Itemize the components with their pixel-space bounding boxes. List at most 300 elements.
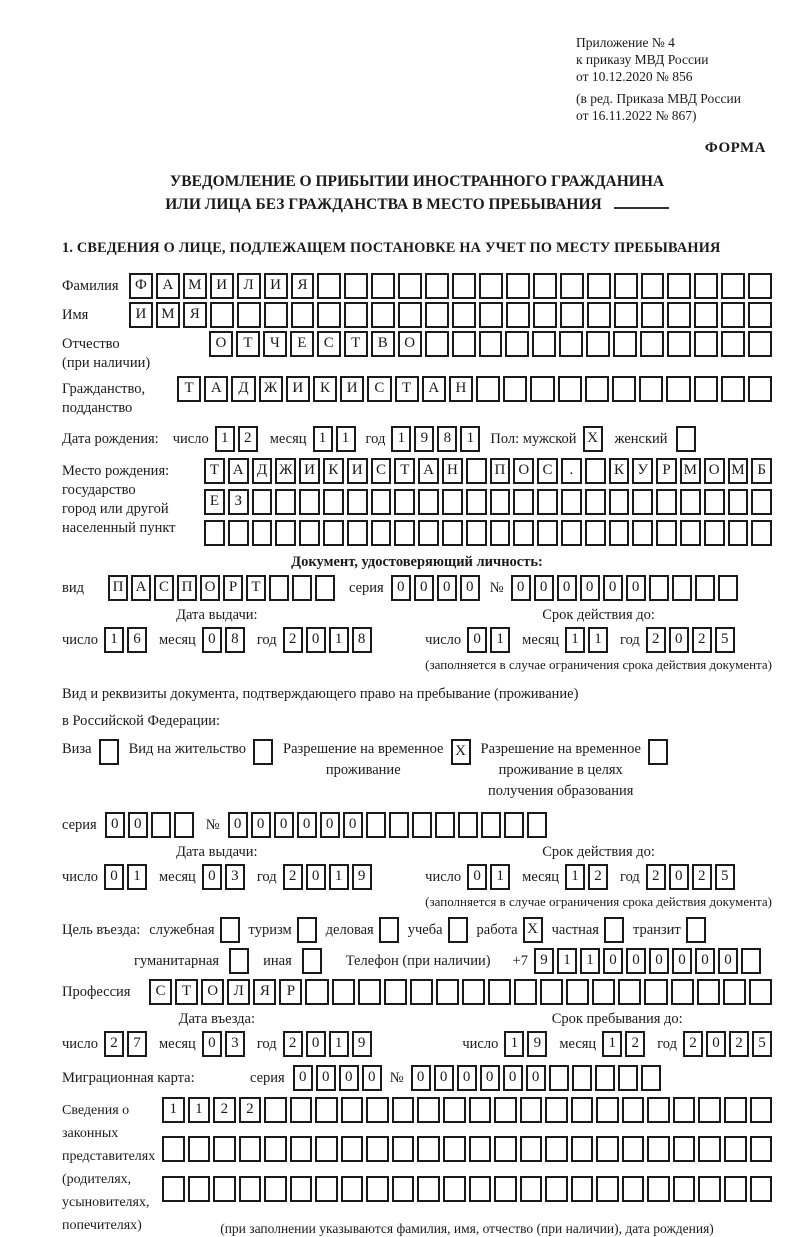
char-box[interactable]: Д bbox=[252, 458, 273, 484]
char-box[interactable]: П bbox=[177, 575, 197, 601]
char-box[interactable] bbox=[275, 520, 296, 546]
char-box[interactable] bbox=[229, 948, 249, 974]
char-box[interactable] bbox=[504, 812, 524, 838]
char-box[interactable]: А bbox=[418, 458, 439, 484]
char-box[interactable]: О bbox=[209, 331, 233, 357]
char-box[interactable]: 1 bbox=[391, 426, 411, 452]
char-box[interactable] bbox=[751, 520, 772, 546]
char-box[interactable] bbox=[435, 812, 455, 838]
char-box[interactable] bbox=[540, 979, 563, 1005]
char-box[interactable] bbox=[442, 520, 463, 546]
char-box[interactable] bbox=[750, 1176, 773, 1202]
char-box[interactable] bbox=[614, 273, 638, 299]
char-box[interactable] bbox=[728, 520, 749, 546]
char-box[interactable]: С bbox=[367, 376, 391, 402]
char-box[interactable] bbox=[290, 1136, 313, 1162]
char-box[interactable] bbox=[264, 1136, 287, 1162]
char-box[interactable] bbox=[371, 302, 395, 328]
char-box[interactable]: А bbox=[228, 458, 249, 484]
char-box[interactable]: 0 bbox=[411, 1065, 431, 1091]
char-box[interactable] bbox=[728, 489, 749, 515]
char-box[interactable] bbox=[514, 979, 537, 1005]
char-box[interactable]: 3 bbox=[225, 1031, 245, 1057]
char-box[interactable] bbox=[648, 739, 668, 765]
char-box[interactable] bbox=[466, 489, 487, 515]
char-box[interactable]: Т bbox=[246, 575, 266, 601]
char-box[interactable] bbox=[724, 1097, 747, 1123]
char-box[interactable]: 9 bbox=[527, 1031, 547, 1057]
char-box[interactable] bbox=[513, 489, 534, 515]
char-box[interactable]: 1 bbox=[162, 1097, 185, 1123]
char-box[interactable] bbox=[632, 489, 653, 515]
char-box[interactable] bbox=[269, 575, 289, 601]
char-box[interactable] bbox=[264, 1097, 287, 1123]
char-box[interactable]: 0 bbox=[718, 948, 738, 974]
char-box[interactable] bbox=[392, 1176, 415, 1202]
char-box[interactable]: 0 bbox=[437, 575, 457, 601]
char-box[interactable] bbox=[315, 575, 335, 601]
char-box[interactable]: 0 bbox=[672, 948, 692, 974]
char-box[interactable]: 0 bbox=[669, 864, 689, 890]
char-box[interactable] bbox=[213, 1176, 236, 1202]
char-box[interactable] bbox=[462, 979, 485, 1005]
char-box[interactable]: Ж bbox=[275, 458, 296, 484]
char-box[interactable] bbox=[239, 1136, 262, 1162]
char-box[interactable]: 0 bbox=[626, 575, 646, 601]
char-box[interactable]: 1 bbox=[336, 426, 356, 452]
char-box[interactable]: 0 bbox=[306, 864, 326, 890]
char-box[interactable] bbox=[297, 917, 317, 943]
char-box[interactable]: 0 bbox=[603, 575, 623, 601]
char-box[interactable] bbox=[344, 302, 368, 328]
char-box[interactable]: Р bbox=[223, 575, 243, 601]
char-box[interactable]: Б bbox=[751, 458, 772, 484]
char-box[interactable] bbox=[452, 302, 476, 328]
char-box[interactable]: 1 bbox=[313, 426, 333, 452]
char-box[interactable]: 9 bbox=[414, 426, 434, 452]
char-box[interactable]: 0 bbox=[251, 812, 271, 838]
char-box[interactable]: С bbox=[149, 979, 172, 1005]
char-box[interactable]: 5 bbox=[752, 1031, 772, 1057]
char-box[interactable]: 1 bbox=[329, 1031, 349, 1057]
char-box[interactable] bbox=[469, 1176, 492, 1202]
char-box[interactable]: Т bbox=[204, 458, 225, 484]
char-box[interactable]: 0 bbox=[306, 627, 326, 653]
char-box[interactable]: И bbox=[264, 273, 288, 299]
char-box[interactable]: 0 bbox=[293, 1065, 313, 1091]
char-box[interactable]: А bbox=[156, 273, 180, 299]
char-box[interactable]: 0 bbox=[306, 1031, 326, 1057]
char-box[interactable] bbox=[275, 489, 296, 515]
char-box[interactable]: 1 bbox=[329, 864, 349, 890]
char-box[interactable]: 0 bbox=[503, 1065, 523, 1091]
char-box[interactable] bbox=[647, 1136, 670, 1162]
char-box[interactable]: 8 bbox=[437, 426, 457, 452]
char-box[interactable]: У bbox=[632, 458, 653, 484]
char-box[interactable] bbox=[494, 1176, 517, 1202]
char-box[interactable] bbox=[640, 331, 664, 357]
char-box[interactable] bbox=[592, 979, 615, 1005]
char-box[interactable] bbox=[749, 979, 772, 1005]
char-box[interactable]: 5 bbox=[715, 864, 735, 890]
char-box[interactable] bbox=[609, 489, 630, 515]
char-box[interactable]: 0 bbox=[362, 1065, 382, 1091]
char-box[interactable] bbox=[698, 1136, 721, 1162]
char-box[interactable] bbox=[641, 302, 665, 328]
char-box[interactable] bbox=[425, 302, 449, 328]
char-box[interactable]: 0 bbox=[391, 575, 411, 601]
char-box[interactable] bbox=[545, 1097, 568, 1123]
char-box[interactable] bbox=[694, 302, 718, 328]
char-box[interactable]: О bbox=[201, 979, 224, 1005]
char-box[interactable] bbox=[724, 1136, 747, 1162]
char-box[interactable]: 0 bbox=[467, 864, 487, 890]
char-box[interactable]: Т bbox=[236, 331, 260, 357]
char-box[interactable] bbox=[694, 376, 718, 402]
char-box[interactable]: 0 bbox=[104, 864, 124, 890]
char-box[interactable]: А bbox=[131, 575, 151, 601]
char-box[interactable] bbox=[317, 302, 341, 328]
char-box[interactable]: X bbox=[583, 426, 603, 452]
char-box[interactable] bbox=[418, 520, 439, 546]
char-box[interactable] bbox=[252, 520, 273, 546]
char-box[interactable]: А bbox=[422, 376, 446, 402]
char-box[interactable] bbox=[315, 1097, 338, 1123]
char-box[interactable] bbox=[721, 376, 745, 402]
char-box[interactable] bbox=[698, 1097, 721, 1123]
char-box[interactable] bbox=[366, 1136, 389, 1162]
char-box[interactable]: И bbox=[347, 458, 368, 484]
char-box[interactable] bbox=[533, 302, 557, 328]
char-box[interactable] bbox=[290, 1097, 313, 1123]
char-box[interactable] bbox=[666, 376, 690, 402]
char-box[interactable]: 2 bbox=[625, 1031, 645, 1057]
char-box[interactable] bbox=[479, 273, 503, 299]
char-box[interactable] bbox=[596, 1176, 619, 1202]
char-box[interactable]: 1 bbox=[490, 864, 510, 890]
char-box[interactable] bbox=[417, 1097, 440, 1123]
char-box[interactable] bbox=[481, 812, 501, 838]
char-box[interactable] bbox=[253, 739, 273, 765]
char-box[interactable]: 0 bbox=[669, 627, 689, 653]
char-box[interactable]: И bbox=[129, 302, 153, 328]
char-box[interactable]: И bbox=[299, 458, 320, 484]
char-box[interactable]: 2 bbox=[239, 1097, 262, 1123]
char-box[interactable]: 0 bbox=[580, 575, 600, 601]
char-box[interactable] bbox=[398, 302, 422, 328]
char-box[interactable]: 1 bbox=[602, 1031, 622, 1057]
char-box[interactable]: 0 bbox=[274, 812, 294, 838]
char-box[interactable] bbox=[561, 520, 582, 546]
char-box[interactable] bbox=[162, 1176, 185, 1202]
char-box[interactable]: К bbox=[609, 458, 630, 484]
char-box[interactable] bbox=[503, 376, 527, 402]
char-box[interactable] bbox=[290, 1176, 313, 1202]
char-box[interactable] bbox=[392, 1136, 415, 1162]
char-box[interactable] bbox=[442, 489, 463, 515]
char-box[interactable] bbox=[566, 979, 589, 1005]
char-box[interactable]: Р bbox=[656, 458, 677, 484]
char-box[interactable] bbox=[315, 1176, 338, 1202]
char-box[interactable]: Н bbox=[442, 458, 463, 484]
char-box[interactable]: 0 bbox=[128, 812, 148, 838]
char-box[interactable] bbox=[613, 331, 637, 357]
char-box[interactable] bbox=[520, 1176, 543, 1202]
char-box[interactable] bbox=[596, 1097, 619, 1123]
char-box[interactable]: 9 bbox=[534, 948, 554, 974]
char-box[interactable] bbox=[639, 376, 663, 402]
char-box[interactable] bbox=[341, 1136, 364, 1162]
char-box[interactable]: С bbox=[154, 575, 174, 601]
char-box[interactable] bbox=[389, 812, 409, 838]
char-box[interactable] bbox=[317, 273, 341, 299]
char-box[interactable] bbox=[673, 1097, 696, 1123]
char-box[interactable] bbox=[305, 979, 328, 1005]
char-box[interactable]: П bbox=[108, 575, 128, 601]
char-box[interactable]: 0 bbox=[526, 1065, 546, 1091]
char-box[interactable]: И bbox=[286, 376, 310, 402]
char-box[interactable] bbox=[412, 812, 432, 838]
char-box[interactable]: 0 bbox=[202, 627, 222, 653]
char-box[interactable]: 8 bbox=[225, 627, 245, 653]
char-box[interactable]: 0 bbox=[511, 575, 531, 601]
char-box[interactable] bbox=[341, 1097, 364, 1123]
char-box[interactable] bbox=[695, 575, 715, 601]
char-box[interactable] bbox=[748, 302, 772, 328]
char-box[interactable]: 2 bbox=[283, 627, 303, 653]
char-box[interactable] bbox=[490, 489, 511, 515]
char-box[interactable]: 1 bbox=[329, 627, 349, 653]
char-box[interactable] bbox=[622, 1097, 645, 1123]
char-box[interactable] bbox=[741, 948, 761, 974]
char-box[interactable] bbox=[587, 273, 611, 299]
char-box[interactable] bbox=[560, 302, 584, 328]
char-box[interactable] bbox=[506, 273, 530, 299]
char-box[interactable]: 0 bbox=[316, 1065, 336, 1091]
char-box[interactable] bbox=[559, 331, 583, 357]
char-box[interactable]: 0 bbox=[467, 627, 487, 653]
char-box[interactable] bbox=[723, 979, 746, 1005]
char-box[interactable]: Ч bbox=[263, 331, 287, 357]
char-box[interactable]: К bbox=[323, 458, 344, 484]
char-box[interactable]: 0 bbox=[557, 575, 577, 601]
char-box[interactable] bbox=[750, 1097, 773, 1123]
char-box[interactable]: 0 bbox=[228, 812, 248, 838]
char-box[interactable]: Я bbox=[291, 273, 315, 299]
char-box[interactable] bbox=[721, 273, 745, 299]
char-box[interactable] bbox=[647, 1176, 670, 1202]
char-box[interactable] bbox=[656, 489, 677, 515]
char-box[interactable]: 2 bbox=[104, 1031, 124, 1057]
char-box[interactable] bbox=[476, 376, 500, 402]
char-box[interactable] bbox=[618, 1065, 638, 1091]
char-box[interactable] bbox=[750, 1136, 773, 1162]
char-box[interactable] bbox=[151, 812, 171, 838]
char-box[interactable] bbox=[586, 331, 610, 357]
char-box[interactable] bbox=[366, 1097, 389, 1123]
char-box[interactable] bbox=[323, 489, 344, 515]
char-box[interactable]: 2 bbox=[238, 426, 258, 452]
char-box[interactable] bbox=[571, 1176, 594, 1202]
char-box[interactable] bbox=[174, 812, 194, 838]
char-box[interactable]: Я bbox=[253, 979, 276, 1005]
char-box[interactable]: 8 bbox=[352, 627, 372, 653]
char-box[interactable]: Я bbox=[183, 302, 207, 328]
char-box[interactable] bbox=[347, 520, 368, 546]
char-box[interactable] bbox=[323, 520, 344, 546]
char-box[interactable] bbox=[213, 1136, 236, 1162]
char-box[interactable]: 1 bbox=[557, 948, 577, 974]
char-box[interactable] bbox=[332, 979, 355, 1005]
char-box[interactable]: Л bbox=[227, 979, 250, 1005]
char-box[interactable]: 0 bbox=[414, 575, 434, 601]
char-box[interactable]: 0 bbox=[457, 1065, 477, 1091]
char-box[interactable]: А bbox=[204, 376, 228, 402]
char-box[interactable] bbox=[239, 1176, 262, 1202]
char-box[interactable] bbox=[571, 1097, 594, 1123]
char-box[interactable] bbox=[425, 331, 449, 357]
char-box[interactable] bbox=[558, 376, 582, 402]
char-box[interactable] bbox=[394, 520, 415, 546]
char-box[interactable]: . bbox=[561, 458, 582, 484]
char-box[interactable] bbox=[612, 376, 636, 402]
char-box[interactable]: 0 bbox=[339, 1065, 359, 1091]
char-box[interactable]: 0 bbox=[297, 812, 317, 838]
char-box[interactable] bbox=[228, 520, 249, 546]
char-box[interactable]: К bbox=[313, 376, 337, 402]
char-box[interactable]: 2 bbox=[283, 864, 303, 890]
char-box[interactable] bbox=[494, 1136, 517, 1162]
char-box[interactable]: 1 bbox=[188, 1097, 211, 1123]
char-box[interactable] bbox=[622, 1136, 645, 1162]
char-box[interactable]: 0 bbox=[460, 575, 480, 601]
char-box[interactable] bbox=[371, 273, 395, 299]
char-box[interactable]: 0 bbox=[105, 812, 125, 838]
char-box[interactable] bbox=[614, 302, 638, 328]
char-box[interactable] bbox=[520, 1136, 543, 1162]
char-box[interactable] bbox=[398, 273, 422, 299]
char-box[interactable] bbox=[315, 1136, 338, 1162]
char-box[interactable] bbox=[479, 331, 503, 357]
char-box[interactable] bbox=[371, 489, 392, 515]
char-box[interactable] bbox=[344, 273, 368, 299]
char-box[interactable] bbox=[604, 917, 624, 943]
char-box[interactable]: 6 bbox=[127, 627, 147, 653]
char-box[interactable] bbox=[358, 979, 381, 1005]
char-box[interactable]: 1 bbox=[588, 627, 608, 653]
char-box[interactable]: 2 bbox=[213, 1097, 236, 1123]
char-box[interactable] bbox=[676, 426, 696, 452]
char-box[interactable]: 1 bbox=[565, 864, 585, 890]
char-box[interactable] bbox=[379, 917, 399, 943]
char-box[interactable]: Ф bbox=[129, 273, 153, 299]
char-box[interactable]: 7 bbox=[127, 1031, 147, 1057]
char-box[interactable]: 0 bbox=[649, 948, 669, 974]
char-box[interactable] bbox=[252, 489, 273, 515]
char-box[interactable]: Т bbox=[344, 331, 368, 357]
char-box[interactable]: 0 bbox=[534, 575, 554, 601]
char-box[interactable] bbox=[545, 1136, 568, 1162]
char-box[interactable] bbox=[585, 376, 609, 402]
char-box[interactable] bbox=[697, 979, 720, 1005]
char-box[interactable] bbox=[513, 520, 534, 546]
char-box[interactable]: X bbox=[451, 739, 471, 765]
char-box[interactable] bbox=[162, 1136, 185, 1162]
char-box[interactable] bbox=[371, 520, 392, 546]
char-box[interactable] bbox=[545, 1176, 568, 1202]
char-box[interactable] bbox=[458, 812, 478, 838]
char-box[interactable] bbox=[417, 1176, 440, 1202]
char-box[interactable] bbox=[347, 489, 368, 515]
char-box[interactable] bbox=[220, 917, 240, 943]
char-box[interactable] bbox=[204, 520, 225, 546]
char-box[interactable]: 2 bbox=[729, 1031, 749, 1057]
char-box[interactable]: Ж bbox=[259, 376, 283, 402]
char-box[interactable]: М bbox=[680, 458, 701, 484]
char-box[interactable] bbox=[671, 979, 694, 1005]
char-box[interactable]: Т bbox=[177, 376, 201, 402]
char-box[interactable] bbox=[680, 489, 701, 515]
char-box[interactable] bbox=[721, 302, 745, 328]
char-box[interactable] bbox=[561, 489, 582, 515]
char-box[interactable]: О bbox=[513, 458, 534, 484]
char-box[interactable]: 5 bbox=[715, 627, 735, 653]
char-box[interactable] bbox=[366, 1176, 389, 1202]
char-box[interactable] bbox=[672, 575, 692, 601]
char-box[interactable] bbox=[264, 1176, 287, 1202]
char-box[interactable] bbox=[647, 1097, 670, 1123]
char-box[interactable]: Д bbox=[231, 376, 255, 402]
char-box[interactable]: М bbox=[183, 273, 207, 299]
char-box[interactable] bbox=[596, 1136, 619, 1162]
char-box[interactable] bbox=[479, 302, 503, 328]
char-box[interactable]: 0 bbox=[626, 948, 646, 974]
char-box[interactable]: 2 bbox=[646, 864, 666, 890]
char-box[interactable]: 0 bbox=[480, 1065, 500, 1091]
char-box[interactable] bbox=[410, 979, 433, 1005]
char-box[interactable]: Т bbox=[394, 458, 415, 484]
char-box[interactable]: Е bbox=[204, 489, 225, 515]
char-box[interactable]: О bbox=[200, 575, 220, 601]
char-box[interactable] bbox=[537, 520, 558, 546]
char-box[interactable] bbox=[585, 520, 606, 546]
char-box[interactable]: М bbox=[728, 458, 749, 484]
char-box[interactable] bbox=[618, 979, 641, 1005]
char-box[interactable]: 1 bbox=[580, 948, 600, 974]
char-box[interactable] bbox=[210, 302, 234, 328]
char-box[interactable] bbox=[724, 1176, 747, 1202]
char-box[interactable]: 3 bbox=[225, 864, 245, 890]
char-box[interactable] bbox=[443, 1097, 466, 1123]
char-box[interactable] bbox=[302, 948, 322, 974]
char-box[interactable]: Н bbox=[449, 376, 473, 402]
char-box[interactable] bbox=[622, 1176, 645, 1202]
char-box[interactable] bbox=[291, 302, 315, 328]
char-box[interactable]: О bbox=[398, 331, 422, 357]
char-box[interactable] bbox=[704, 489, 725, 515]
char-box[interactable] bbox=[299, 520, 320, 546]
char-box[interactable] bbox=[718, 575, 738, 601]
char-box[interactable] bbox=[188, 1176, 211, 1202]
char-box[interactable] bbox=[632, 520, 653, 546]
char-box[interactable]: 2 bbox=[646, 627, 666, 653]
char-box[interactable] bbox=[392, 1097, 415, 1123]
char-box[interactable]: 2 bbox=[683, 1031, 703, 1057]
char-box[interactable] bbox=[585, 489, 606, 515]
char-box[interactable]: И bbox=[210, 273, 234, 299]
char-box[interactable] bbox=[595, 1065, 615, 1091]
char-box[interactable] bbox=[527, 812, 547, 838]
